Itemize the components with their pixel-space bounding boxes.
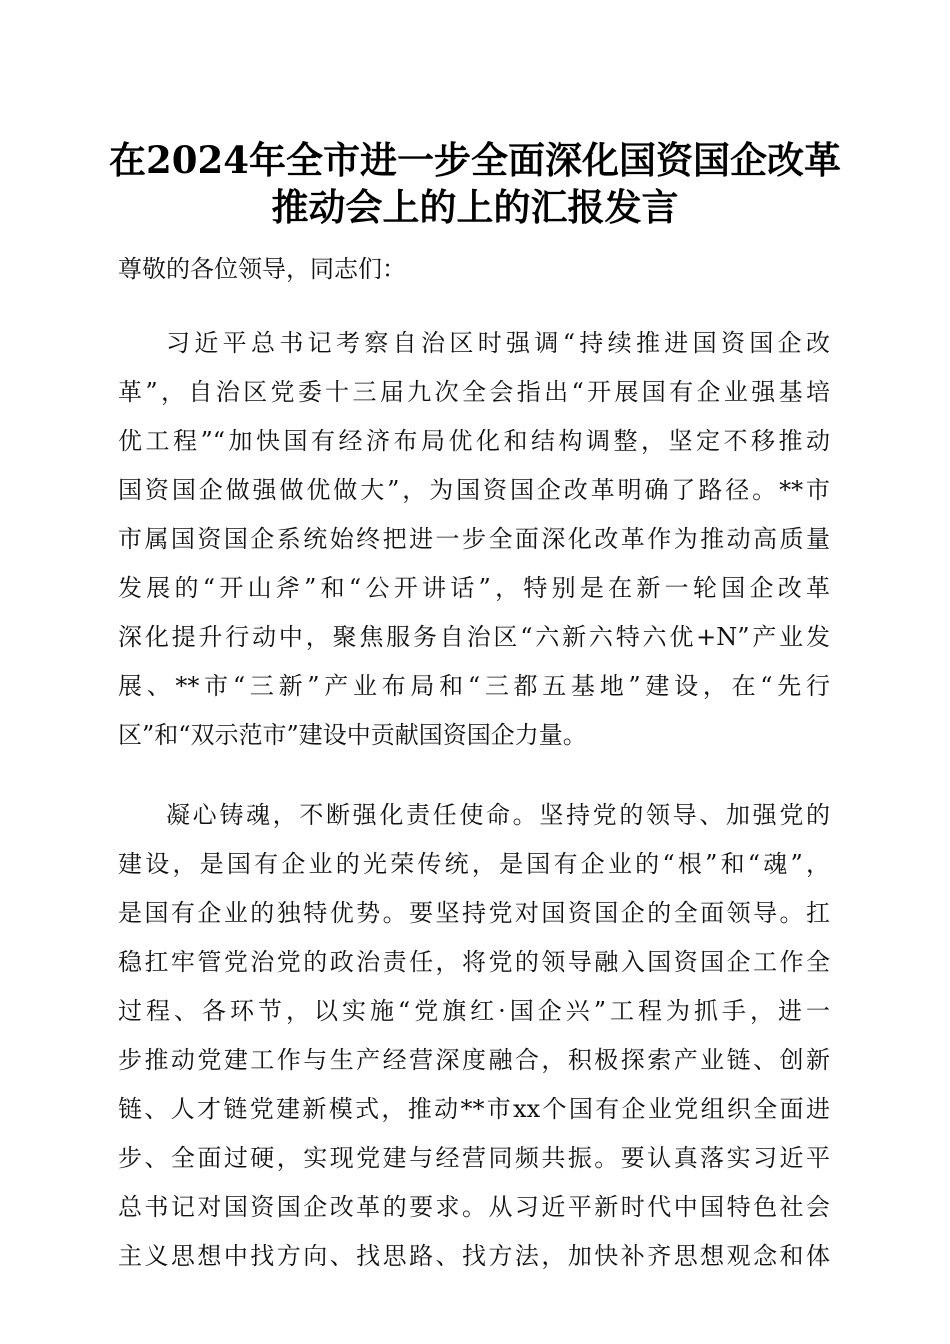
salutation: 尊敬的各位领导，同志们：	[118, 255, 406, 283]
body-line: 区”和“双示范市”建设中贡献国资国企力量。	[118, 721, 587, 749]
body-line: 市属国资国企系统始终把进一步全面深化改革作为推动高质量	[118, 525, 830, 553]
body-line: 步推动党建工作与生产经营深度融合，积极探索产业链、创新	[118, 1046, 830, 1074]
body-line: 稳扛牢管党治党的政治责任，将党的领导融入国资国企工作全	[118, 948, 830, 976]
body-line: 是国有企业的独特优势。要坚持党对国资国企的全面领导。扛	[118, 899, 830, 927]
body-line: 革”，自治区党委十三届九次全会指出“开展国有企业强基培	[118, 378, 830, 406]
body-line: 习近平总书记考察自治区时强调“持续推进国资国企改	[166, 329, 830, 357]
body-line: 展、**市“三新”产业布局和“三都五基地”建设，在“先行	[118, 672, 830, 700]
body-line: 主义思想中找方向、找思路、找方法，加快补齐思想观念和体	[118, 1242, 830, 1270]
body-line: 链、人才链党建新模式，推动**市xx个国有企业党组织全面进	[118, 1095, 830, 1123]
body-line: 过程、各环节，以实施“党旗红·国企兴”工程为抓手，进一	[118, 997, 830, 1025]
document-title-line-2: 推动会上的上的汇报发言	[271, 185, 679, 229]
body-line: 步、全面过硬，实现党建与经营同频共振。要认真落实习近平	[118, 1144, 830, 1172]
body-line: 深化提升行动中，聚焦服务自治区“六新六特六优+N”产业发	[118, 623, 830, 651]
document-title-line-1: 在2024年全市进一步全面深化国资国企改革	[109, 138, 841, 182]
body-line: 建设，是国有企业的光荣传统，是国有企业的“根”和“魂”，	[118, 850, 830, 878]
body-line: 发展的“开山斧”和“公开讲话”，特别是在新一轮国企改革	[118, 574, 830, 602]
body-line: 优工程”“加快国有经济布局优化和结构调整，坚定不移推动	[118, 427, 830, 455]
body-line: 凝心铸魂，不断强化责任使命。坚持党的领导、加强党的	[166, 801, 830, 829]
body-line: 国资国企做强做优做大”，为国资国企改革明确了路径。**市	[118, 476, 830, 504]
body-line: 总书记对国资国企改革的要求。从习近平新时代中国特色社会	[118, 1193, 830, 1221]
